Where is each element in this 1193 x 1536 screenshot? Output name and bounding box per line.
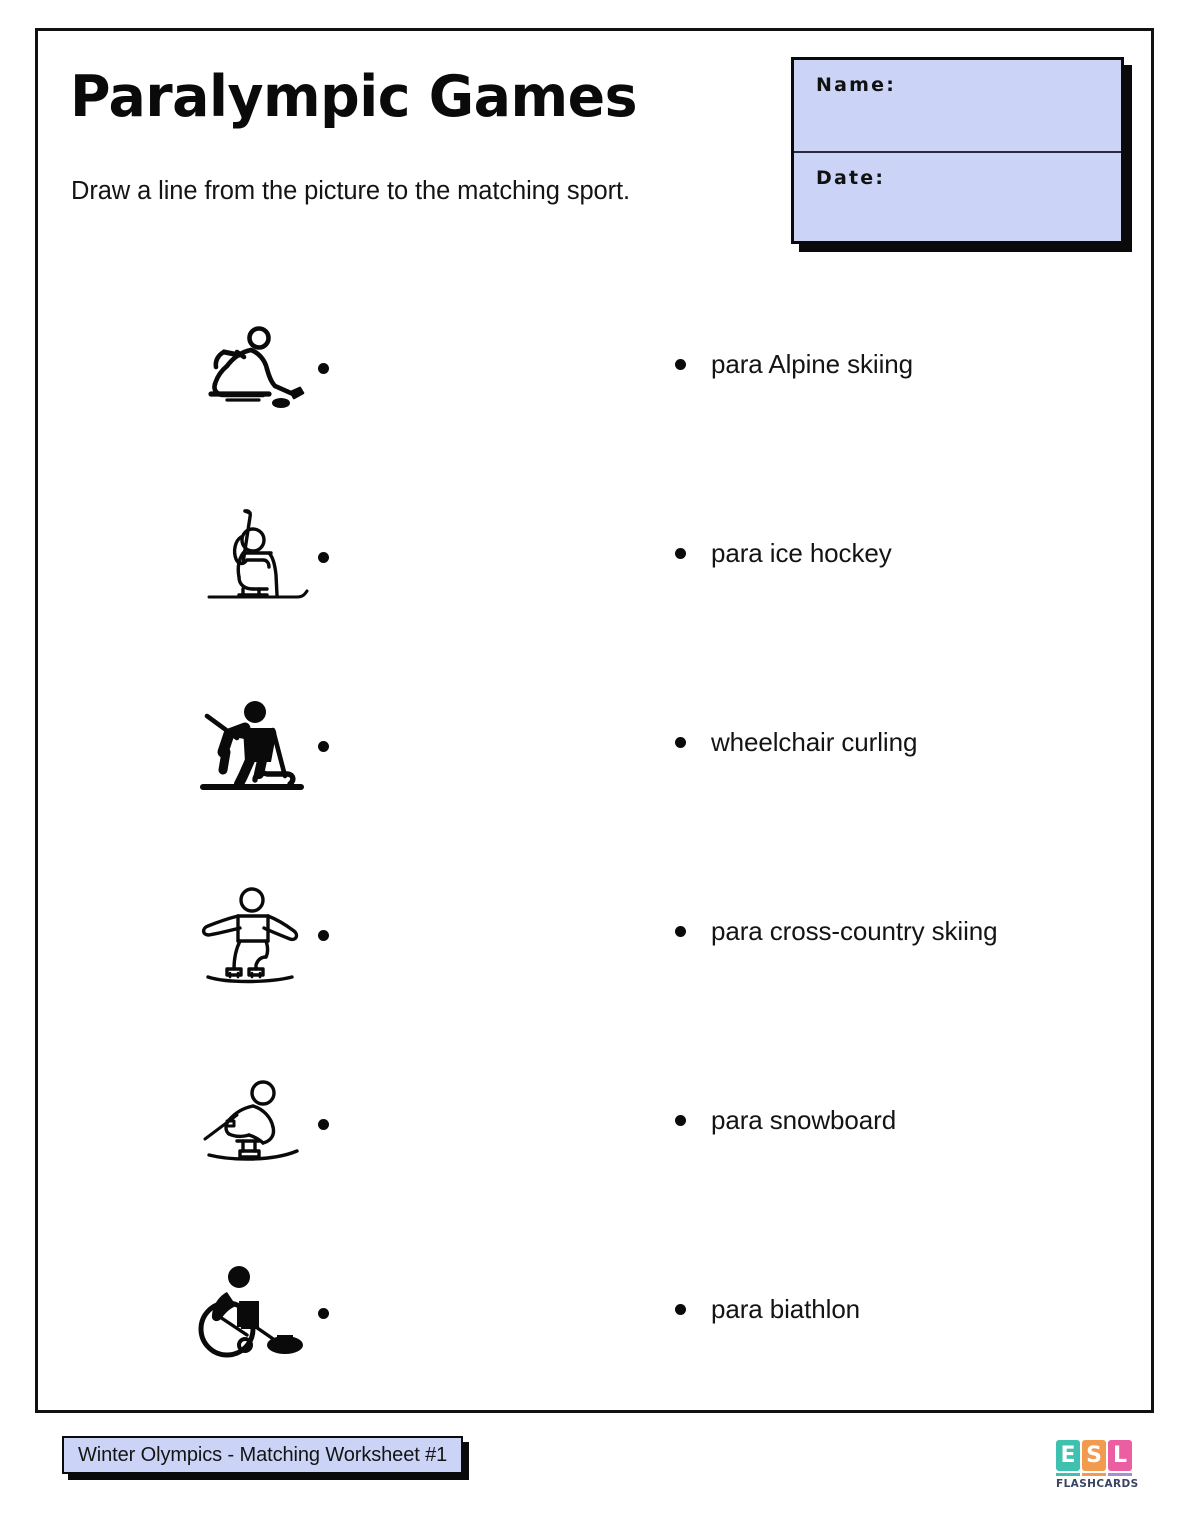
word-connector-dot[interactable]: [675, 548, 686, 559]
picture-connector-dot[interactable]: [318, 363, 329, 374]
word-connector-dot[interactable]: [675, 926, 686, 937]
footer-badge-body: [62, 1436, 463, 1474]
picture-connector-dot[interactable]: [318, 930, 329, 941]
footer-badge: [62, 1436, 463, 1474]
name-field-row[interactable]: [794, 60, 1121, 151]
word-label: wheelchair curling: [711, 727, 918, 757]
logo-underbar-segment: [1108, 1473, 1132, 1476]
logo-underbar-segment: [1056, 1473, 1080, 1476]
word-label: para biathlon: [711, 1294, 861, 1324]
word-connector-dot[interactable]: [675, 1304, 686, 1315]
logo-wordmark: FLASHCARDS: [1056, 1478, 1139, 1490]
para-cross-country-skiing-icon: [185, 691, 320, 801]
picture-connector-dot[interactable]: [318, 1308, 329, 1319]
matching-row: [0, 313, 1119, 502]
esl-flashcards-logo: [1056, 1440, 1139, 1490]
matching-row: [0, 880, 1119, 1069]
picture-connector-dot[interactable]: [318, 741, 329, 752]
word-label: para Alpine skiing: [711, 349, 913, 379]
word-connector-dot[interactable]: [675, 737, 686, 748]
matching-row: [0, 1069, 1119, 1258]
word-connector-dot[interactable]: [675, 1115, 686, 1126]
logo-tile-s: S: [1082, 1440, 1106, 1471]
matching-row: [0, 502, 1119, 691]
page-title: Paralympic Games: [70, 64, 638, 130]
word-option[interactable]: [675, 918, 998, 944]
para-biathlon-icon: [185, 502, 320, 612]
word-option[interactable]: [675, 540, 892, 566]
para-alpine-skiing-icon: [185, 1069, 320, 1179]
word-connector-dot[interactable]: [675, 359, 686, 370]
word-option[interactable]: [675, 1107, 896, 1133]
logo-tile-e: E: [1056, 1440, 1080, 1471]
instructions-text: Draw a line from the picture to the matching sport.: [71, 177, 630, 205]
logo-underbar-segment: [1082, 1473, 1106, 1476]
word-option[interactable]: [675, 351, 913, 377]
picture-connector-dot[interactable]: [318, 552, 329, 563]
name-field-label: Name:: [816, 74, 897, 96]
para-snowboard-icon: [185, 880, 320, 990]
date-field-label: Date:: [816, 166, 886, 189]
word-label: para snowboard: [711, 1105, 897, 1135]
date-field-row[interactable]: [794, 151, 1121, 242]
word-label: para ice hockey: [711, 538, 892, 568]
matching-row: [0, 1258, 1119, 1447]
name-date-box: [791, 57, 1124, 244]
word-label: para cross-country skiing: [711, 916, 998, 946]
para-ice-hockey-icon: [185, 313, 320, 423]
footer-badge-text: Winter Olympics - Matching Worksheet #1: [78, 1443, 448, 1466]
wheelchair-curling-icon: [185, 1258, 320, 1368]
name-date-box-body: [791, 57, 1124, 244]
matching-row: [0, 691, 1119, 880]
matching-exercise: [0, 313, 1119, 1447]
word-option[interactable]: [675, 729, 917, 755]
logo-underbar: [1056, 1473, 1136, 1476]
logo-letter-tiles: [1056, 1440, 1136, 1471]
picture-connector-dot[interactable]: [318, 1119, 329, 1130]
logo-tile-l: L: [1108, 1440, 1132, 1471]
word-option[interactable]: [675, 1296, 860, 1322]
